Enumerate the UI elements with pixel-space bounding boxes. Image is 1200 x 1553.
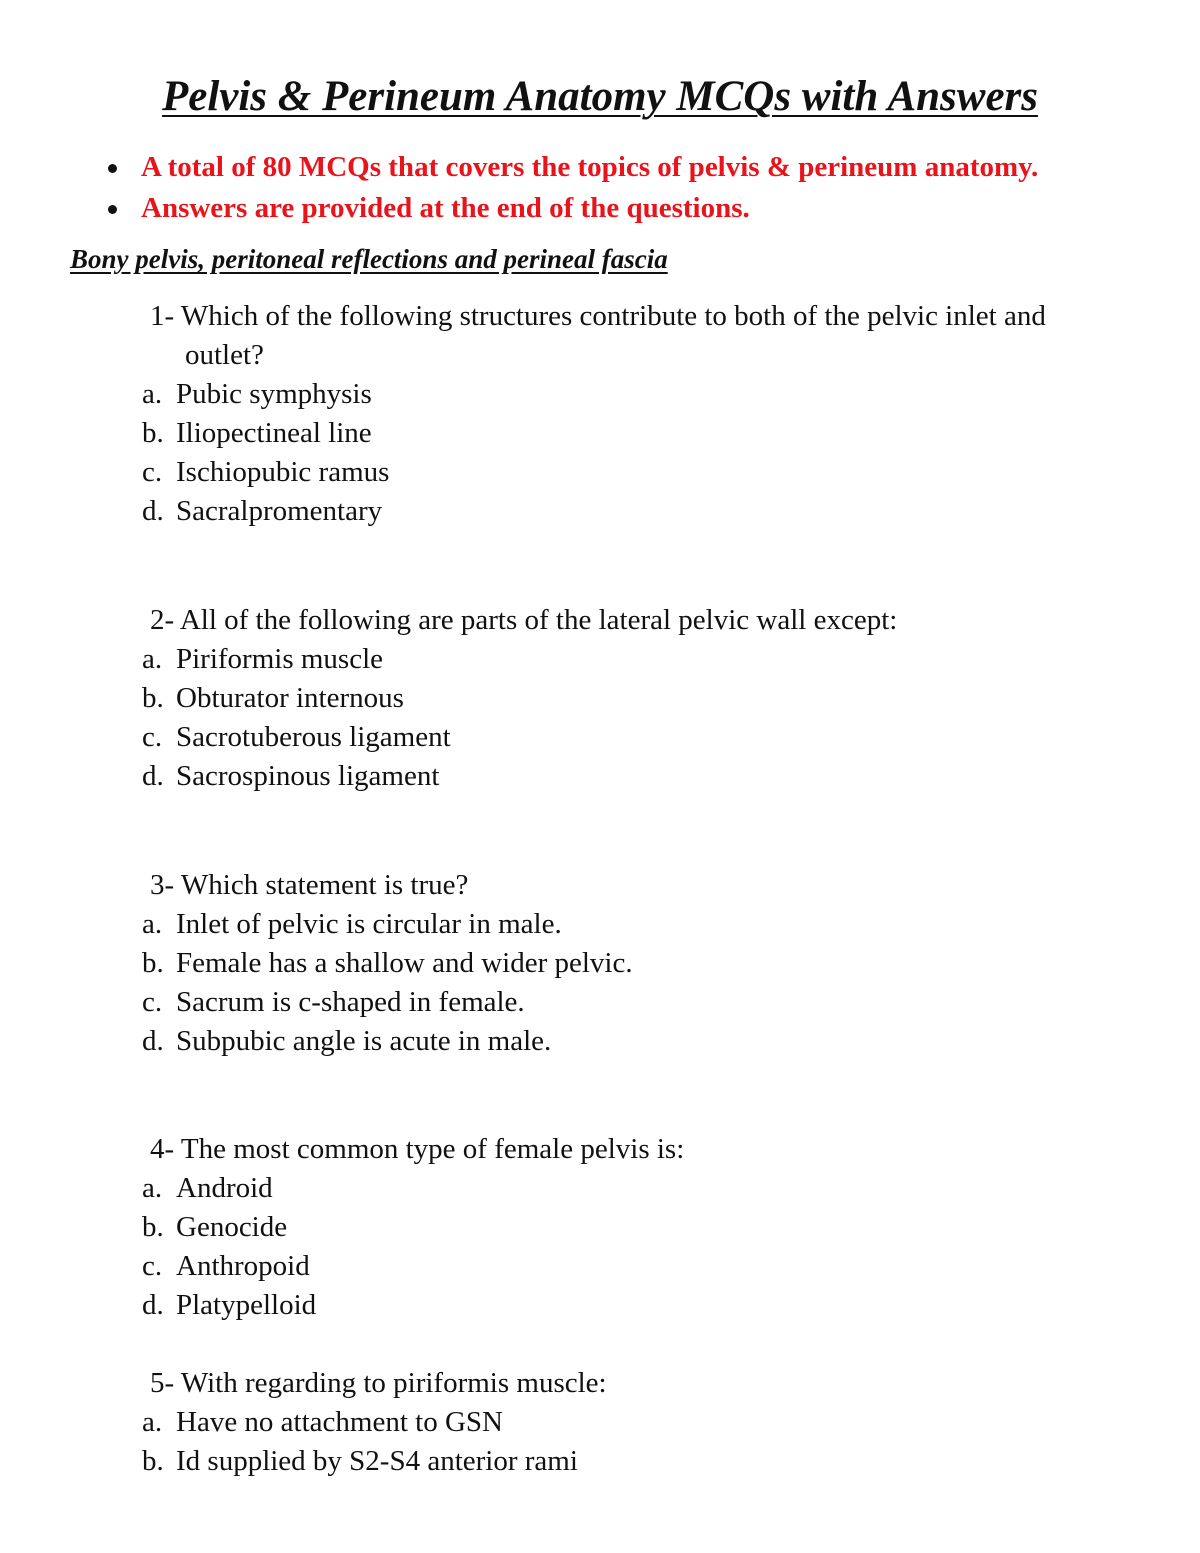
option-letter: c. xyxy=(142,721,163,753)
bullet-dot-icon xyxy=(108,205,117,214)
question-text: All of the following are parts of the lateral pelvic wall except: xyxy=(179,604,898,636)
option-letter: b. xyxy=(142,682,164,714)
question-stem xyxy=(150,866,468,905)
option-letter: a. xyxy=(142,643,163,675)
answer-option xyxy=(142,718,451,757)
answer-option xyxy=(142,1403,503,1442)
answer-option xyxy=(142,1442,578,1481)
option-letter: b. xyxy=(142,417,164,449)
option-letter: a. xyxy=(142,1406,163,1438)
intro-bullet-text: A total of 80 MCQs that covers the topics of pelvis & perineum anatomy. xyxy=(141,151,1039,183)
option-text: Id supplied by S2-S4 anterior rami xyxy=(176,1445,578,1477)
option-letter: d. xyxy=(142,1025,164,1057)
question-number: 4- xyxy=(150,1133,175,1165)
answer-option xyxy=(142,1208,287,1247)
question-number: 5- xyxy=(150,1367,175,1399)
option-letter: a. xyxy=(142,1172,163,1204)
answer-option xyxy=(142,983,525,1022)
option-letter: d. xyxy=(142,495,164,527)
question-number: 1- xyxy=(150,300,175,332)
answer-option xyxy=(142,1286,316,1325)
question-stem xyxy=(150,1364,607,1403)
answer-option xyxy=(142,944,633,983)
question-text: Which of the following structures contribute to both of the pelvic inlet and xyxy=(180,300,1046,332)
option-letter: b. xyxy=(142,947,164,979)
option-text: Platypelloid xyxy=(176,1289,317,1321)
option-letter: a. xyxy=(142,378,163,410)
option-letter: d. xyxy=(142,1289,164,1321)
option-text: Pubic symphysis xyxy=(176,378,372,410)
option-text: Sacrum is c-shaped in female. xyxy=(176,986,525,1018)
answer-option xyxy=(142,492,382,531)
intro-bullet-list xyxy=(108,147,1038,229)
answer-option xyxy=(142,905,562,944)
question-text-continued: outlet? xyxy=(185,339,264,371)
option-text: Iliopectineal line xyxy=(176,417,372,449)
option-text: Sacrotuberous ligament xyxy=(176,721,451,753)
option-letter: c. xyxy=(142,1250,163,1282)
question-text: The most common type of female pelvis is: xyxy=(180,1133,685,1165)
option-letter: d. xyxy=(142,760,164,792)
answer-option xyxy=(142,453,389,492)
option-text: Subpubic angle is acute in male. xyxy=(176,1025,552,1057)
intro-bullet xyxy=(108,147,1038,188)
question-stem xyxy=(150,297,1046,336)
question-text: Which statement is true? xyxy=(180,869,469,901)
option-text: Female has a shallow and wider pelvic. xyxy=(176,947,633,979)
section-heading: Bony pelvis, peritoneal reflections and perineal fascia xyxy=(70,244,668,274)
option-letter: a. xyxy=(142,908,163,940)
question-stem xyxy=(150,601,897,640)
option-text: Piriformis muscle xyxy=(176,643,384,675)
answer-option xyxy=(142,679,404,718)
option-text: Sacrospinous ligament xyxy=(176,760,440,792)
question-number: 3- xyxy=(150,869,175,901)
bullet-dot-icon xyxy=(108,164,117,173)
question-number: 2- xyxy=(150,604,175,636)
intro-bullet-text: Answers are provided at the end of the questions. xyxy=(141,192,750,224)
answer-option xyxy=(142,1169,273,1208)
option-letter: b. xyxy=(142,1211,164,1243)
option-letter: c. xyxy=(142,456,163,488)
option-text: Anthropoid xyxy=(176,1250,310,1282)
option-letter: b. xyxy=(142,1445,164,1477)
intro-bullet xyxy=(108,188,1038,229)
answer-option xyxy=(142,375,372,414)
page-title: Pelvis & Perineum Anatomy MCQs with Answers xyxy=(161,73,1039,120)
option-text: Android xyxy=(176,1172,273,1204)
answer-option xyxy=(142,1022,551,1061)
question-stem xyxy=(150,1130,684,1169)
answer-option xyxy=(142,640,383,679)
option-letter: c. xyxy=(142,986,163,1018)
option-text: Ischiopubic ramus xyxy=(176,456,390,488)
option-text: Genocide xyxy=(176,1211,288,1243)
option-text: Obturator internous xyxy=(176,682,404,714)
question-text: With regarding to piriformis muscle: xyxy=(180,1367,607,1399)
answer-option xyxy=(142,1247,310,1286)
option-text: Inlet of pelvic is circular in male. xyxy=(176,908,562,940)
answer-option xyxy=(142,414,372,453)
option-text: Have no attachment to GSN xyxy=(176,1406,503,1438)
answer-option xyxy=(142,757,439,796)
option-text: Sacralpromentary xyxy=(176,495,383,527)
